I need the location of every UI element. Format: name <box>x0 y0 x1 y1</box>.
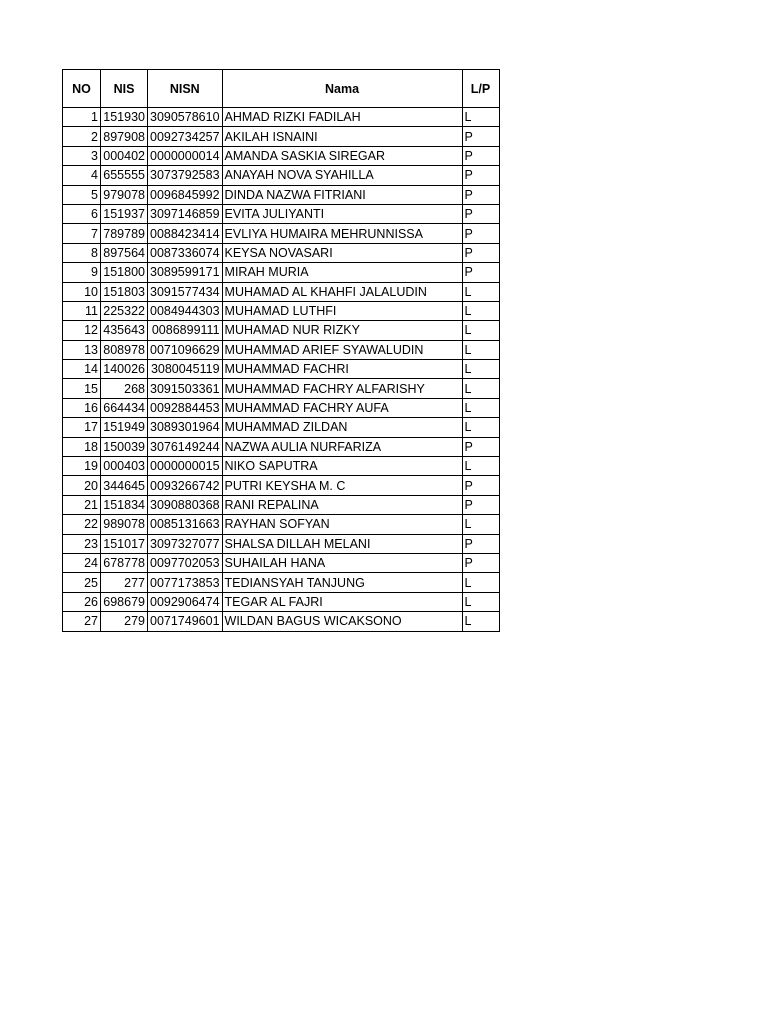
cell-nis: 277 <box>101 573 148 592</box>
cell-no: 2 <box>63 127 101 146</box>
cell-nis: 151937 <box>101 204 148 223</box>
cell-nama: NAZWA AULIA NURFARIZA <box>222 437 462 456</box>
table-row <box>63 204 500 223</box>
table-row <box>63 573 500 592</box>
cell-no: 7 <box>63 224 101 243</box>
cell-nama: NIKO SAPUTRA <box>222 457 462 476</box>
table-row <box>63 418 500 437</box>
cell-nama: MUHAMMAD ARIEF SYAWALUDIN <box>222 340 462 359</box>
cell-no: 23 <box>63 534 101 553</box>
table-row <box>63 553 500 572</box>
cell-nama: AHMAD RIZKI FADILAH <box>222 108 462 127</box>
cell-no: 11 <box>63 301 101 320</box>
cell-no: 20 <box>63 476 101 495</box>
cell-lp: L <box>462 398 499 417</box>
cell-nisn: 0084944303 <box>148 301 223 320</box>
cell-nama: WILDAN BAGUS WICAKSONO <box>222 612 462 631</box>
cell-no: 6 <box>63 204 101 223</box>
cell-no: 9 <box>63 263 101 282</box>
cell-nisn: 3090880368 <box>148 495 223 514</box>
cell-no: 10 <box>63 282 101 301</box>
cell-no: 17 <box>63 418 101 437</box>
cell-no: 24 <box>63 553 101 572</box>
cell-nama: MUHAMMAD FACHRI <box>222 360 462 379</box>
table-row <box>63 340 500 359</box>
cell-lp: P <box>462 437 499 456</box>
cell-nis: 151803 <box>101 282 148 301</box>
cell-nisn: 0000000015 <box>148 457 223 476</box>
table-row <box>63 592 500 611</box>
cell-nis: 989078 <box>101 515 148 534</box>
header-no: NO <box>63 70 101 108</box>
cell-lp: L <box>462 321 499 340</box>
table-row <box>63 263 500 282</box>
table-row <box>63 398 500 417</box>
cell-lp: P <box>462 476 499 495</box>
table-row <box>63 108 500 127</box>
cell-nisn: 3073792583 <box>148 166 223 185</box>
cell-no: 15 <box>63 379 101 398</box>
cell-nama: AKILAH ISNAINI <box>222 127 462 146</box>
cell-nis: 655555 <box>101 166 148 185</box>
table-row <box>63 321 500 340</box>
cell-lp: L <box>462 282 499 301</box>
cell-nama: SUHAILAH HANA <box>222 553 462 572</box>
cell-lp: P <box>462 495 499 514</box>
table-row <box>63 282 500 301</box>
header-lp: L/P <box>462 70 499 108</box>
table-row <box>63 146 500 165</box>
cell-nisn: 0000000014 <box>148 146 223 165</box>
cell-nisn: 3089301964 <box>148 418 223 437</box>
cell-nisn: 0088423414 <box>148 224 223 243</box>
cell-lp: P <box>462 166 499 185</box>
student-table <box>62 69 500 632</box>
cell-no: 4 <box>63 166 101 185</box>
cell-no: 5 <box>63 185 101 204</box>
header-row <box>63 70 500 108</box>
cell-nisn: 0086899111 <box>148 321 223 340</box>
cell-nis: 268 <box>101 379 148 398</box>
cell-no: 12 <box>63 321 101 340</box>
cell-lp: L <box>462 108 499 127</box>
cell-nis: 000403 <box>101 457 148 476</box>
table-row <box>63 612 500 631</box>
cell-lp: L <box>462 457 499 476</box>
cell-nisn: 3097327077 <box>148 534 223 553</box>
cell-lp: P <box>462 146 499 165</box>
cell-no: 1 <box>63 108 101 127</box>
cell-nama: TEDIANSYAH TANJUNG <box>222 573 462 592</box>
cell-nis: 678778 <box>101 553 148 572</box>
cell-no: 8 <box>63 243 101 262</box>
cell-lp: L <box>462 612 499 631</box>
cell-nama: RAYHAN SOFYAN <box>222 515 462 534</box>
cell-nisn: 3090578610 <box>148 108 223 127</box>
cell-nisn: 0092884453 <box>148 398 223 417</box>
cell-no: 26 <box>63 592 101 611</box>
cell-nama: EVITA JULIYANTI <box>222 204 462 223</box>
table-row <box>63 495 500 514</box>
cell-nis: 897908 <box>101 127 148 146</box>
cell-nis: 225322 <box>101 301 148 320</box>
cell-lp: L <box>462 379 499 398</box>
table-row <box>63 379 500 398</box>
cell-nisn: 0071096629 <box>148 340 223 359</box>
cell-nis: 435643 <box>101 321 148 340</box>
cell-nama: EVLIYA HUMAIRA MEHRUNNISSA <box>222 224 462 243</box>
cell-nisn: 3097146859 <box>148 204 223 223</box>
cell-lp: P <box>462 127 499 146</box>
cell-lp: P <box>462 185 499 204</box>
cell-no: 22 <box>63 515 101 534</box>
cell-lp: L <box>462 301 499 320</box>
cell-nama: MUHAMAD LUTHFI <box>222 301 462 320</box>
cell-no: 25 <box>63 573 101 592</box>
cell-no: 27 <box>63 612 101 631</box>
table-body <box>63 108 500 632</box>
table-row <box>63 476 500 495</box>
cell-lp: L <box>462 360 499 379</box>
cell-nama: MUHAMMAD ZILDAN <box>222 418 462 437</box>
cell-nama: MUHAMAD NUR RIZKY <box>222 321 462 340</box>
cell-nis: 151949 <box>101 418 148 437</box>
cell-nisn: 0093266742 <box>148 476 223 495</box>
cell-nama: KEYSA NOVASARI <box>222 243 462 262</box>
cell-lp: L <box>462 573 499 592</box>
cell-nis: 150039 <box>101 437 148 456</box>
cell-nis: 808978 <box>101 340 148 359</box>
table-row <box>63 457 500 476</box>
table-row <box>63 224 500 243</box>
header-nama: Nama <box>222 70 462 108</box>
cell-no: 18 <box>63 437 101 456</box>
cell-nis: 664434 <box>101 398 148 417</box>
cell-no: 16 <box>63 398 101 417</box>
table-row <box>63 185 500 204</box>
cell-nisn: 0087336074 <box>148 243 223 262</box>
cell-no: 21 <box>63 495 101 514</box>
cell-nisn: 0092734257 <box>148 127 223 146</box>
cell-lp: P <box>462 243 499 262</box>
cell-nis: 344645 <box>101 476 148 495</box>
cell-no: 3 <box>63 146 101 165</box>
cell-nis: 279 <box>101 612 148 631</box>
cell-no: 14 <box>63 360 101 379</box>
table-row <box>63 515 500 534</box>
cell-nisn: 3076149244 <box>148 437 223 456</box>
cell-lp: L <box>462 340 499 359</box>
cell-lp: P <box>462 204 499 223</box>
cell-nis: 140026 <box>101 360 148 379</box>
cell-nisn: 0096845992 <box>148 185 223 204</box>
cell-nama: MUHAMMAD FACHRY AUFA <box>222 398 462 417</box>
cell-lp: L <box>462 592 499 611</box>
cell-nama: SHALSA DILLAH MELANI <box>222 534 462 553</box>
cell-nis: 151800 <box>101 263 148 282</box>
cell-nis: 979078 <box>101 185 148 204</box>
cell-nisn: 0097702053 <box>148 553 223 572</box>
cell-nama: MUHAMAD AL KHAHFI JALALUDIN <box>222 282 462 301</box>
cell-nisn: 3089599171 <box>148 263 223 282</box>
cell-no: 19 <box>63 457 101 476</box>
cell-nisn: 0077173853 <box>148 573 223 592</box>
table-row <box>63 360 500 379</box>
cell-nis: 897564 <box>101 243 148 262</box>
cell-nama: TEGAR AL FAJRI <box>222 592 462 611</box>
cell-lp: L <box>462 418 499 437</box>
cell-nis: 151930 <box>101 108 148 127</box>
cell-nisn: 3091577434 <box>148 282 223 301</box>
header-nis: NIS <box>101 70 148 108</box>
table-row <box>63 437 500 456</box>
cell-nis: 000402 <box>101 146 148 165</box>
cell-nisn: 0071749601 <box>148 612 223 631</box>
cell-lp: L <box>462 515 499 534</box>
table-row <box>63 301 500 320</box>
cell-no: 13 <box>63 340 101 359</box>
cell-nama: MIRAH MURIA <box>222 263 462 282</box>
cell-nis: 151017 <box>101 534 148 553</box>
cell-nama: DINDA NAZWA FITRIANI <box>222 185 462 204</box>
cell-nama: AMANDA SASKIA SIREGAR <box>222 146 462 165</box>
table-row <box>63 243 500 262</box>
cell-lp: P <box>462 263 499 282</box>
table-row <box>63 166 500 185</box>
cell-nama: RANI REPALINA <box>222 495 462 514</box>
cell-nama: PUTRI KEYSHA M. C <box>222 476 462 495</box>
cell-nis: 698679 <box>101 592 148 611</box>
cell-lp: P <box>462 224 499 243</box>
cell-nisn: 0092906474 <box>148 592 223 611</box>
cell-nis: 789789 <box>101 224 148 243</box>
cell-nama: MUHAMMAD FACHRY ALFARISHY <box>222 379 462 398</box>
cell-lp: P <box>462 534 499 553</box>
table-row <box>63 534 500 553</box>
cell-nisn: 0085131663 <box>148 515 223 534</box>
cell-nisn: 3091503361 <box>148 379 223 398</box>
cell-nisn: 3080045119 <box>148 360 223 379</box>
cell-nis: 151834 <box>101 495 148 514</box>
header-nisn: NISN <box>148 70 223 108</box>
cell-nama: ANAYAH NOVA SYAHILLA <box>222 166 462 185</box>
table-row <box>63 127 500 146</box>
cell-lp: P <box>462 553 499 572</box>
